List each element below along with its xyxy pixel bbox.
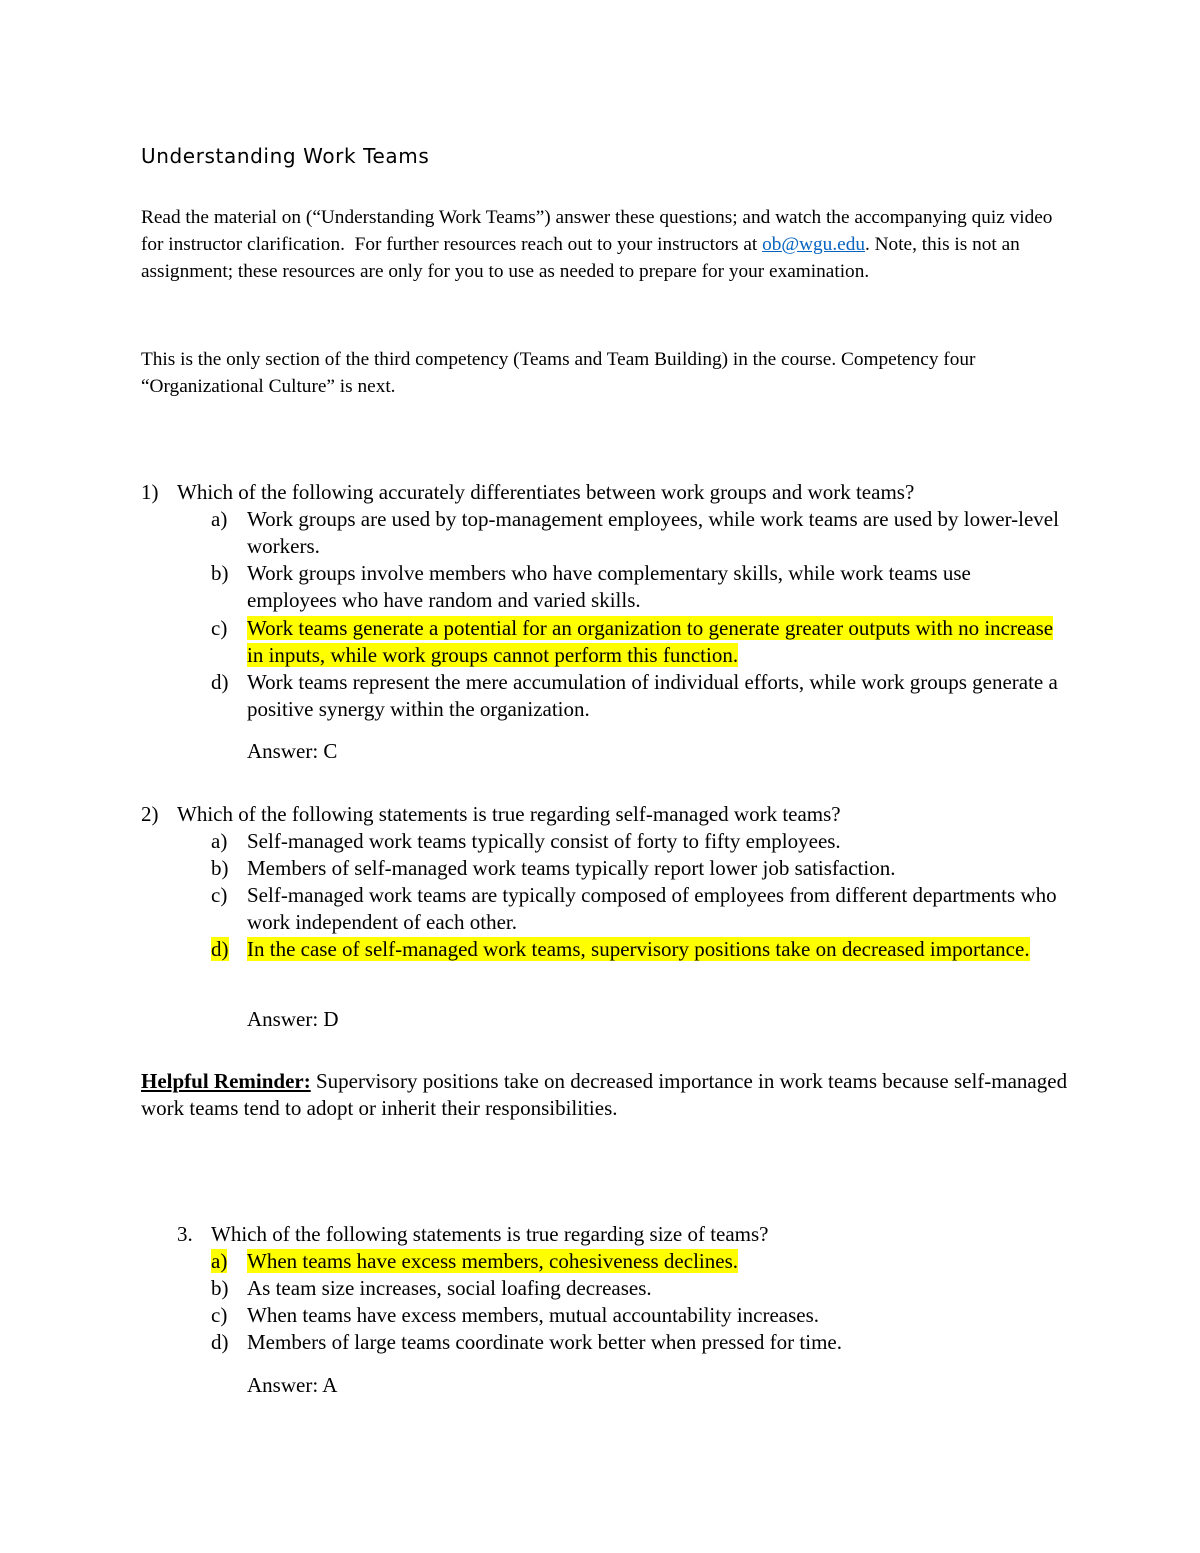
option-letter-correct: [211, 936, 229, 963]
instructor-email-link[interactable]: ob@wgu.edu: [762, 234, 865, 255]
highlighted-letter: a): [211, 1249, 228, 1273]
intro-text-part1: Read the material on (“Understanding Work Teams”) answer these questions; and watch the accompanying quiz video for instructor clarification. For further resources reach out to your instructors at: [141, 207, 1058, 255]
option-text: Work groups involve members who have complementary skills, while work teams use employees who have random and varied skills.: [247, 561, 971, 612]
option-letter: c): [211, 883, 228, 907]
option-letter: d): [211, 1330, 229, 1354]
option-text: Self-managed work teams typically consist of forty to fifty employees.: [247, 829, 841, 853]
question-number: 3.: [177, 1222, 193, 1246]
highlighted-option: In the case of self-managed work teams, supervisory positions take on decreased importance.: [247, 937, 1030, 961]
reminder-label: Helpful Reminder:: [141, 1069, 311, 1093]
competency-note: This is the only section of the third competency (Teams and Team Building) in the course. Competency four “Organizational Culture” is next.: [141, 349, 976, 397]
question-stem: Which of the following statements is true regarding self-managed work teams?: [177, 802, 841, 826]
answer-line: Answer: D: [247, 1007, 339, 1031]
answer-line: Answer: C: [247, 739, 338, 763]
option-text-correct: [247, 615, 1062, 669]
option-text: When teams have excess members, mutual accountability increases.: [247, 1303, 820, 1327]
page-title: Understanding Work Teams: [141, 144, 430, 168]
question-number: 1): [141, 480, 159, 504]
option-text-correct: [247, 936, 1062, 963]
option-letter: b): [211, 1276, 229, 1300]
option-letter-correct: c): [211, 616, 228, 640]
option-text: Work groups are used by top-management employees, while work teams are used by lower-level workers.: [247, 507, 1059, 558]
option-text: Self-managed work teams are typically composed of employees from different departments who work independent of each other.: [247, 883, 1057, 934]
option-text: Work teams represent the mere accumulation of individual efforts, while work groups generate a positive synergy within the organization.: [247, 670, 1058, 721]
option-letter: b): [211, 856, 229, 880]
intro-paragraph: [141, 204, 1071, 285]
option-letter: b): [211, 561, 229, 585]
option-letter: a): [211, 507, 228, 531]
highlighted-letter: d): [211, 937, 229, 961]
question-stem: Which of the following statements is true regarding size of teams?: [211, 1222, 769, 1246]
option-letter-correct: [211, 1248, 227, 1275]
option-text: Members of self-managed work teams typically report lower job satisfaction.: [247, 856, 896, 880]
helpful-reminder: [141, 1068, 1071, 1122]
reminder-text: Supervisory positions take on decreased importance in work teams because self-managed work teams tend to adopt or inherit their responsibilities.: [141, 1069, 1068, 1120]
question-stem: Which of the following accurately differentiates between work groups and work teams?: [177, 480, 915, 504]
option-letter: c): [211, 1303, 228, 1327]
option-text: As team size increases, social loafing decreases.: [247, 1276, 652, 1300]
question-number: 2): [141, 802, 159, 826]
option-text-correct: [247, 1248, 1062, 1275]
option-letter: d): [211, 670, 229, 694]
highlighted-option: Work teams generate a potential for an organization to generate greater outputs with no increase in inputs, while work groups cannot perform this function.: [247, 616, 1054, 667]
intro-text-part2: . Note, this is not an assignment; these resources are only for you to use as needed to prepare for your examination.: [141, 234, 1025, 282]
option-letter: a): [211, 829, 228, 853]
answer-line: Answer: A: [247, 1373, 338, 1397]
highlighted-option: When teams have excess members, cohesiveness declines.: [247, 1249, 738, 1273]
option-text: Members of large teams coordinate work better when pressed for time.: [247, 1330, 842, 1354]
